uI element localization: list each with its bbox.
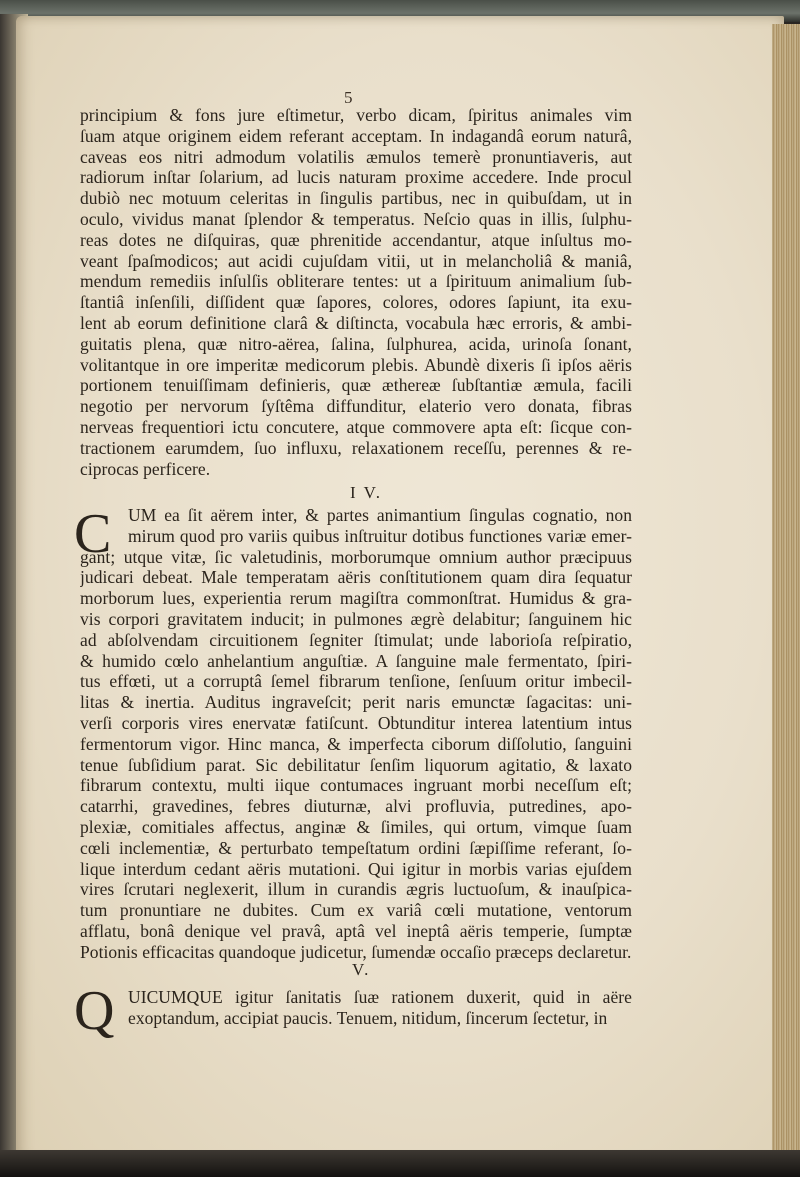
text-line: tractionem earumdem, ſuo influxu, relaxationem receſſu, perennes & re- xyxy=(80,437,632,458)
text-line: gant; utque vitæ, ſic valetudinis, morborumque omnium author præcipuus xyxy=(80,546,632,567)
section-iv-heading: I V. xyxy=(350,483,382,502)
text-line: veant ſpaſmodicos; aut acidi cujuſdam vitii, ut in melancholiâ & maniâ, xyxy=(80,250,632,271)
text-line: verſi corporis vires enervatæ fatiſcunt. Obtunditur interea latentium intus xyxy=(80,712,632,733)
text-line: portionem tenuiſſimam definieris, quæ æthereæ ſubſtantiæ æmula, facili xyxy=(80,375,632,396)
text-line: principium & fons jure eſtimetur, verbo dicam, ſpiritus animales vim xyxy=(80,105,632,125)
paragraph-1 xyxy=(80,105,632,479)
text-line: oculo, vividus manat ſplendor & temperatus. Neſcio quas in illis, ſulphu- xyxy=(80,208,632,229)
text-line: UICUMQUE igitur ſanitatis ſuæ rationem duxerit, quid in aëre xyxy=(128,987,632,1007)
text-line: radiorum inſtar ſolarium, ad lucis naturam proxime accedere. Inde procul xyxy=(80,167,632,188)
section-v-paragraph xyxy=(80,987,632,1029)
text-line: ad abſolvendam circuitionem ſegniter ſtimulat; unde laborioſa reſpiratio, xyxy=(80,629,632,650)
text-line: fermentorum vigor. Hinc manca, & imperfecta ciborum diſſolutio, ſanguini xyxy=(80,733,632,754)
text-line: ſuam atque originem eidem referant acceptam. In indagandâ eorum naturâ, xyxy=(80,125,632,146)
text-line: mirum quod pro variis quibus inſtruitur dotibus functiones variæ emer- xyxy=(128,525,632,546)
section-v-heading: V. xyxy=(352,960,371,979)
section-v-dropcap: Q xyxy=(74,980,115,1042)
text-line: caveas eos nitri admodum volatilis æmulos temerè pronuntiaveris, aut xyxy=(80,146,632,167)
text-line: exoptandum, accipiat paucis. Tenuem, nitidum, ſincerum ſectetur, in xyxy=(128,1007,608,1028)
text-line: plexiæ, comitiales affectus, anginæ & ſimiles, qui ortum, vimque ſuam xyxy=(80,816,632,837)
text-line: reas dotes ne diſquiras, quæ phrenitide accendantur, atque inſultus mo- xyxy=(80,229,632,250)
text-line: negotio per nervorum ſyſtêma diffunditur, elaterio vero donata, fibras xyxy=(80,396,632,417)
section-iv-dropcap: C xyxy=(74,503,112,565)
text-line: ſtantiâ inſenſili, diſſident quæ ſapores, colores, odores ſapiunt, ita exu- xyxy=(80,292,632,313)
text-line: lique interdum cedant aëris mutationi. Qui igitur in morbis varias ejuſdem xyxy=(80,858,632,879)
text-line: morborum lues, experientia rerum magiſtra commonſtrat. Humidus & gra- xyxy=(80,588,632,609)
text-line: afflatu, bonâ denique vel pravâ, aptâ vel ineptâ aëris temperie, ſumptæ xyxy=(80,920,632,941)
text-line: ciprocas perficere. xyxy=(80,458,211,479)
page-number: 5 xyxy=(344,88,353,107)
text-line: judicari debeat. Male temperatam aëris conſtitutionem quam dira ſequatur xyxy=(80,567,632,588)
text-line: guitatis plena, quæ nitro-aërea, ſalina, ſulphurea, acida, urinoſa ſonant, xyxy=(80,333,632,354)
text-line: vires ſcrutari neglexerit, illum in curandis ægris luctuoſum, & inauſpica- xyxy=(80,879,632,900)
text-line: volitantque in ore imperitæ medicorum plebis. Abundè dixeris ſi ipſos aëris xyxy=(80,354,632,375)
text-line: vis corpori gravitatem inducit; in pulmones ægrè delabitur; ſanguinem hic xyxy=(80,608,632,629)
text-line: fibrarum contextu, multi iique contumaces ingruant morbi neceſſum eſt; xyxy=(80,775,632,796)
text-line: nerveas frequentiori ictu concutere, atque commovere apta eſt: ſicque con- xyxy=(80,416,632,437)
text-line: tus effœti, ut a corruptâ ſemel fibrarum tenſione, ſenſuum oritur imbecil- xyxy=(80,671,632,692)
text-line: lent ab eorum definitione clarâ & diſtincta, vocabula hæc erroris, & ambi- xyxy=(80,312,632,333)
text-line: tum pronuntiare ne dubites. Cum ex variâ cœli mutatione, ventorum xyxy=(80,900,632,921)
text-line: dubiò nec motuum celeritas in ſingulis partibus, nec in quibuſdam, ut in xyxy=(80,188,632,209)
text-line: cœli inclementiæ, & perturbato tempeſtatum ordini ſæpiſſime referant, ſo- xyxy=(80,837,632,858)
book-edge-bottom xyxy=(0,1150,800,1177)
text-line: Potionis efficacitas quandoque judicetur, ſumendæ occaſio præceps declaretur. xyxy=(80,941,632,962)
text-line: UM ea ſit aërem inter, & partes animantium ſingulas cognatio, non xyxy=(128,505,632,525)
text-line: & humido cœlo anhelantium anguſtiæ. A ſanguine male fermentato, ſpiri- xyxy=(80,650,632,671)
text-line: mendum remediis inſulſis obliterare tentes: ut a ſpirituum animalium ſub- xyxy=(80,271,632,292)
text-line: catarrhi, gravedines, febres diuturnæ, alvi profluvia, putredines, apo- xyxy=(80,796,632,817)
section-iv-paragraph xyxy=(80,505,632,963)
text-line: litas & inertia. Auditus ingraveſcit; perit naris emunctæ ſagacitas: uni- xyxy=(80,692,632,713)
text-line: tenue ſubſidium parat. Sic debilitatur ſenſim liquorum agitatio, & laxato xyxy=(80,754,632,775)
page-edges-right xyxy=(772,24,800,1154)
